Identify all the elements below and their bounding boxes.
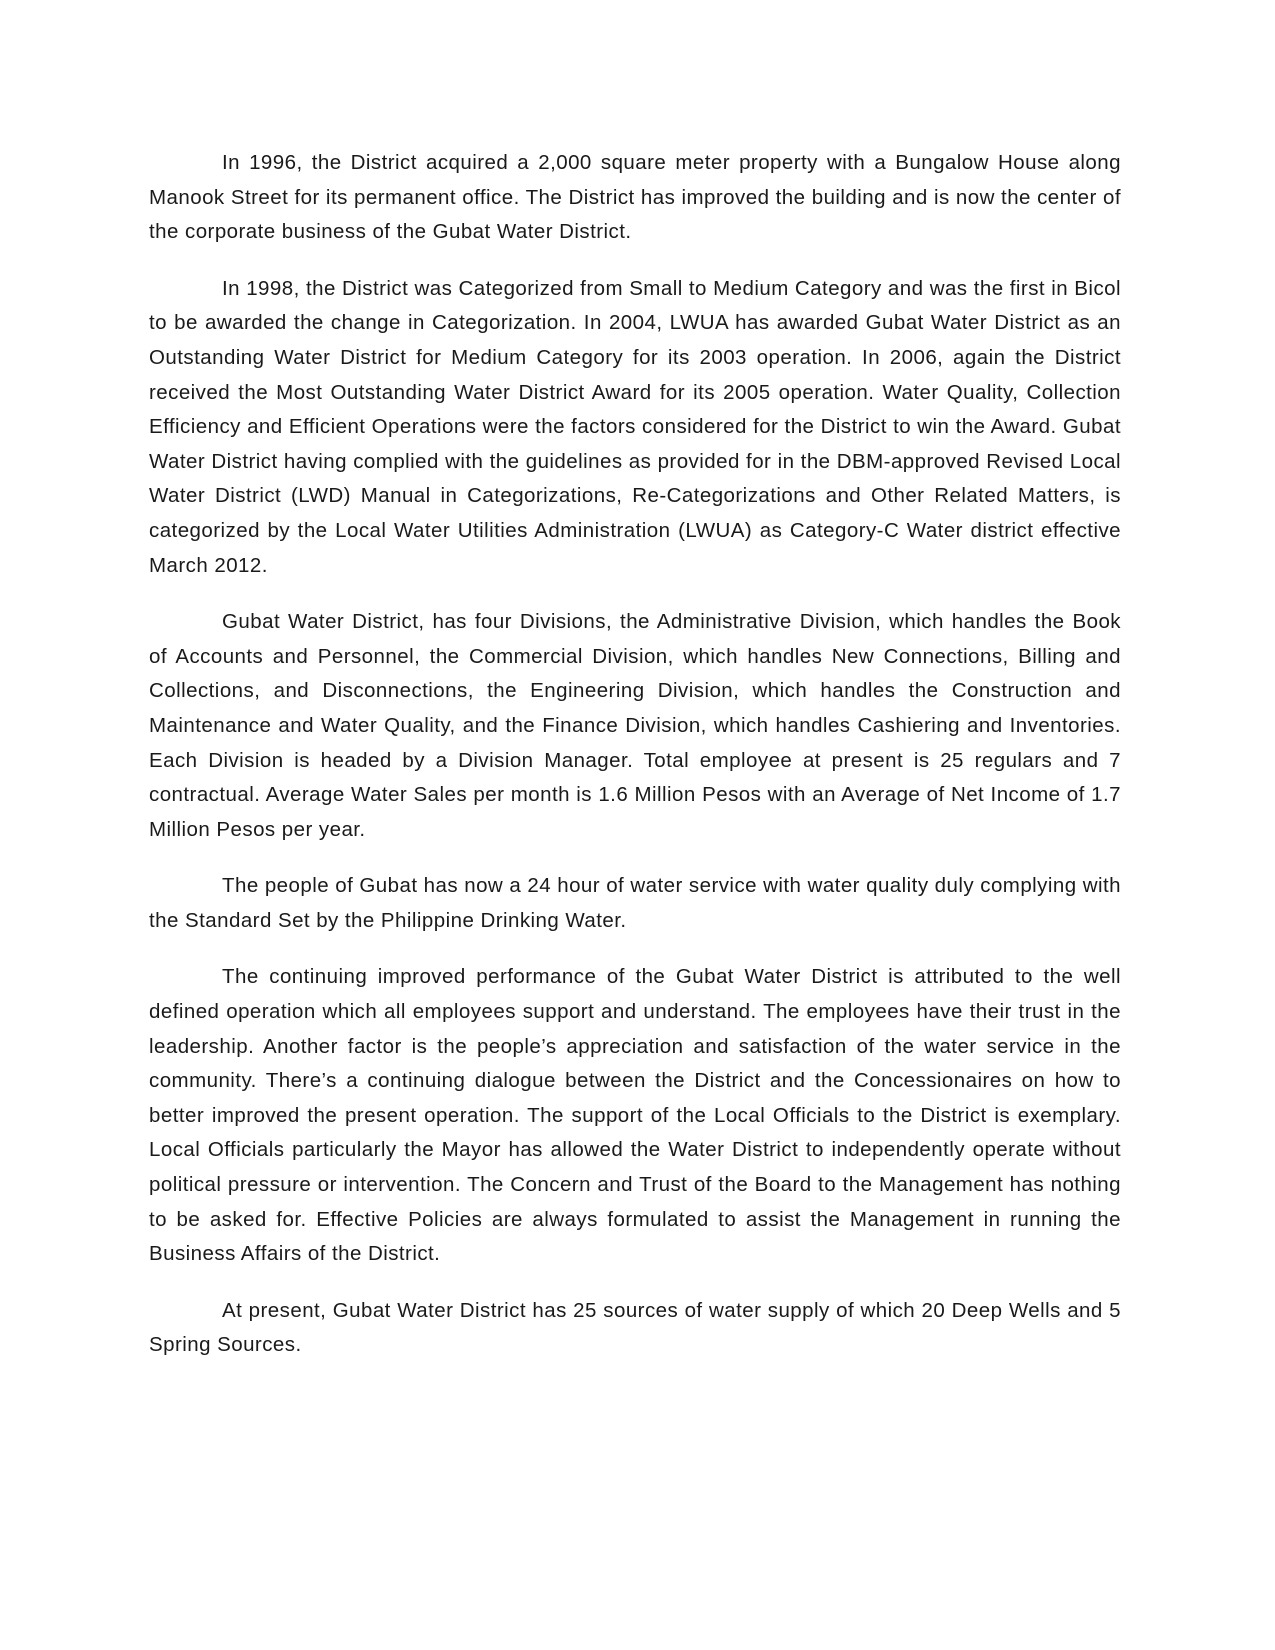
paragraph-water-service: The people of Gubat has now a 24 hour of water service with water quality duly complying with the Standard Set by the Philippine Drinking Water. xyxy=(149,874,1121,932)
paragraph-categorization-awards: In 1998, the District was Categorized from Small to Medium Category and was the first in Bicol to be awarded the change in Categorization. In 2004, LWUA has awarded Gubat Water District as an Outstanding Water District for Medium Category for its 2003 operation. In 2006, again the District received the Most Outstanding Water District Award for its 2005 operation. Water Quality, Collection Efficiency and Efficient Operations were the factors considered for the District to win the Award. Gubat Water District having complied with the guidelines as provided for in the DBM-approved Revised Local Water District (LWD) Manual in Categorizations, Re-Categorizations and Other Related Matters, is categorized by the Local Water Utilities Administration (LWUA) as Category-C Water district effective March 2012. xyxy=(149,276,1121,577)
paragraph-property-acquisition: In 1996, the District acquired a 2,000 square meter property with a Bungalow House along Manook Street for its permanent office. The District has improved the building and is now the center of the corporate business of the Gubat Water District. xyxy=(149,151,1121,244)
paragraph-water-sources: At present, Gubat Water District has 25 sources of water supply of which 20 Deep Wells and 5 Spring Sources. xyxy=(149,1298,1121,1357)
paragraph-performance: The continuing improved performance of the Gubat Water District is attributed to the well defined operation which all employees support and understand. The employees have their trust in the leadership. Another factor is the people’s appreciation and satisfaction of the water service in the community. There’s a continuing dialogue between the District and the Concessionaires on how to better improved the present operation. The support of the Local Officials to the District is exemplary. Local Officials particularly the Mayor has allowed the Water District to independently operate without political pressure or intervention. The Concern and Trust of the Board to the Management has nothing to be asked for. Effective Policies are always formulated to assist the Management in running the Business Affairs of the District. xyxy=(149,965,1121,1266)
paragraph-divisions: Gubat Water District, has four Divisions, the Administrative Division, which handles the Book of Accounts and Personnel, the Commercial Division, which handles New Connections, Billing and Collections, and Disconnections, the Engineering Division, which handles the Construction and Maintenance and Water Quality, and the Finance Division, which handles Cashiering and Inventories. Each Division is headed by a Division Manager. Total employee at present is 25 regulars and 7 contractual. Average Water Sales per month is 1.6 Million Pesos with an Average of Net Income of 1.7 Million Pesos per year. xyxy=(149,610,1121,841)
document-body xyxy=(149,146,1121,1385)
